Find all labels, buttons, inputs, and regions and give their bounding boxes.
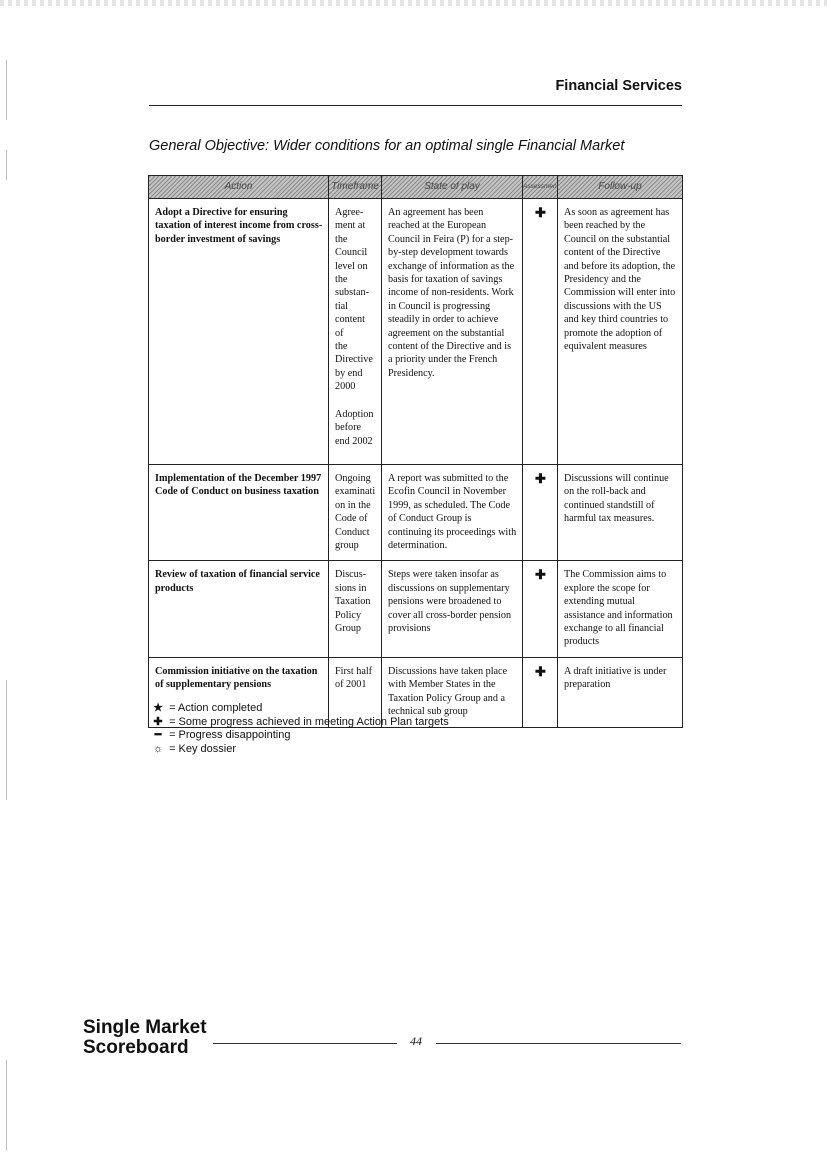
header-rule [149, 105, 682, 106]
legend-item [150, 702, 449, 716]
follow-up-cell: Discussions will continue on the roll-back and continued standstill of harmful tax measures. [558, 465, 683, 561]
assessment-plus-icon: ✚ [523, 199, 558, 465]
timeframe-line: Directive [335, 354, 373, 366]
plus-icon: ✚ [153, 715, 163, 728]
page-number: 44 [410, 1034, 422, 1048]
timeframe-line: 2000 [335, 381, 356, 393]
timeframe-line: the [335, 341, 348, 353]
timeframe-line: the [335, 233, 348, 245]
follow-up-cell: As soon as agreement has been reached by the Council on the substantial content of the Directive and before its adoption, the Presidency and the Commission will enter into discussions with the US and key third countries to promote the adoption of equivalent measures [558, 199, 683, 465]
scoreboard-table [148, 175, 683, 728]
header-action: Action [149, 176, 329, 199]
timeframe-line: tial [335, 300, 349, 312]
header-timeframe: Timeframe [329, 176, 382, 199]
action-cell: Adopt a Directive for ensuring taxation of interest income from cross-border investment of savings [149, 199, 329, 465]
table-row [149, 199, 683, 465]
margin-mark [6, 150, 7, 180]
timeframe-cell [329, 561, 382, 657]
footer-rule [436, 1043, 681, 1044]
table-row [149, 561, 683, 657]
margin-mark [6, 60, 7, 120]
legend-text: = Progress disappointing [169, 729, 291, 742]
state-of-play-cell: A report was submitted to the Ecofin Council in November 1999, as scheduled. The Code of Conduct Group is continuing its proceedings with determination. [382, 465, 523, 561]
state-of-play-cell: Discussions have taken place with Member States in the Taxation Policy Group and a technical sub group [382, 657, 523, 727]
timeframe-line: substan- [335, 287, 369, 299]
timeframe-line: Discus- [335, 569, 367, 581]
timeframe-line: Policy [335, 609, 362, 621]
table-header-row [149, 176, 683, 199]
timeframe-line: of 2001 [335, 679, 367, 691]
margin-mark [6, 680, 7, 800]
legend [150, 702, 449, 756]
timeframe-line: First half [335, 665, 373, 677]
timeframe-line: end 2002 [335, 435, 373, 447]
timeframe-line: Conduct [335, 526, 370, 538]
timeframe-spacer [335, 394, 376, 408]
timeframe-line: on in the [335, 499, 371, 511]
timeframe-line: Code of [335, 513, 368, 525]
follow-up-cell: The Commission aims to explore the scope for extending mutual assistance and information exchange to all financial products [558, 561, 683, 657]
timeframe-line: Adoption [335, 408, 374, 420]
action-cell: Implementation of the December 1997 Code of Conduct on business taxation [149, 465, 329, 561]
timeframe-line: by end [335, 367, 363, 379]
assessment-plus-icon: ✚ [523, 657, 558, 727]
timeframe-line: the [335, 274, 348, 286]
key-dossier-icon: ☼ [152, 742, 164, 755]
state-of-play-cell: Steps were taken insofar as discussions on supplementary pensions were broadened to cover all cross-border pension provisions [382, 561, 523, 657]
assessment-plus-icon: ✚ [523, 561, 558, 657]
timeframe-line: group [335, 540, 359, 552]
legend-text: = Key dossier [169, 742, 237, 755]
timeframe-cell [329, 465, 382, 561]
timeframe-line: Group [335, 623, 362, 635]
timeframe-line: ment at [335, 220, 366, 232]
top-edge-rule [0, 0, 827, 6]
assessment-plus-icon: ✚ [523, 465, 558, 561]
star-icon: ★ [153, 702, 163, 714]
footer-rule [213, 1043, 397, 1044]
timeframe-line: before [335, 422, 362, 434]
header-state-of-play: State of play [382, 176, 523, 199]
footer-title-line: Scoreboard [83, 1037, 189, 1058]
header-assessment: Assessment [523, 176, 558, 199]
section-title: Financial Services [555, 78, 682, 94]
footer-publication-title [83, 1018, 207, 1058]
timeframe-line: content of [335, 314, 365, 339]
action-cell: Commission initiative on the taxation of supplementary pensions [149, 657, 329, 727]
legend-item [150, 743, 449, 757]
timeframe-line: sions in [335, 582, 367, 594]
table-row [149, 465, 683, 561]
timeframe-cell [329, 199, 382, 465]
legend-item [150, 729, 449, 743]
header-follow-up: Follow-up [558, 176, 683, 199]
timeframe-line: Taxation [335, 596, 371, 608]
legend-text: = Action completed [169, 702, 263, 714]
legend-text: = Some progress achieved in meeting Action Plan targets [169, 715, 449, 728]
timeframe-line: Council [335, 247, 368, 259]
timeframe-line: Ongoing [335, 473, 371, 484]
timeframe-line: examinati [335, 486, 376, 498]
timeframe-line: level on [335, 260, 368, 272]
minus-icon: ━ [154, 729, 162, 742]
legend-item [150, 716, 449, 730]
follow-up-cell: A draft initiative is under preparation [558, 657, 683, 727]
action-cell: Review of taxation of financial service products [149, 561, 329, 657]
margin-mark [6, 1060, 7, 1150]
timeframe-line: Agree- [335, 207, 364, 218]
state-of-play-cell: An agreement has been reached at the European Council in Feira (P) for a step-by-step development towards exchange of information as the basis for taxation of savings income of non-residents. Work in Council is progressing steadily in order to achieve agreement on the substantial content of the Directive and is a priority under the French Presidency. [382, 199, 523, 465]
footer-title-line: Single Market [83, 1017, 207, 1038]
general-objective: General Objective: Wider conditions for an optimal single Financial Market [149, 138, 625, 154]
